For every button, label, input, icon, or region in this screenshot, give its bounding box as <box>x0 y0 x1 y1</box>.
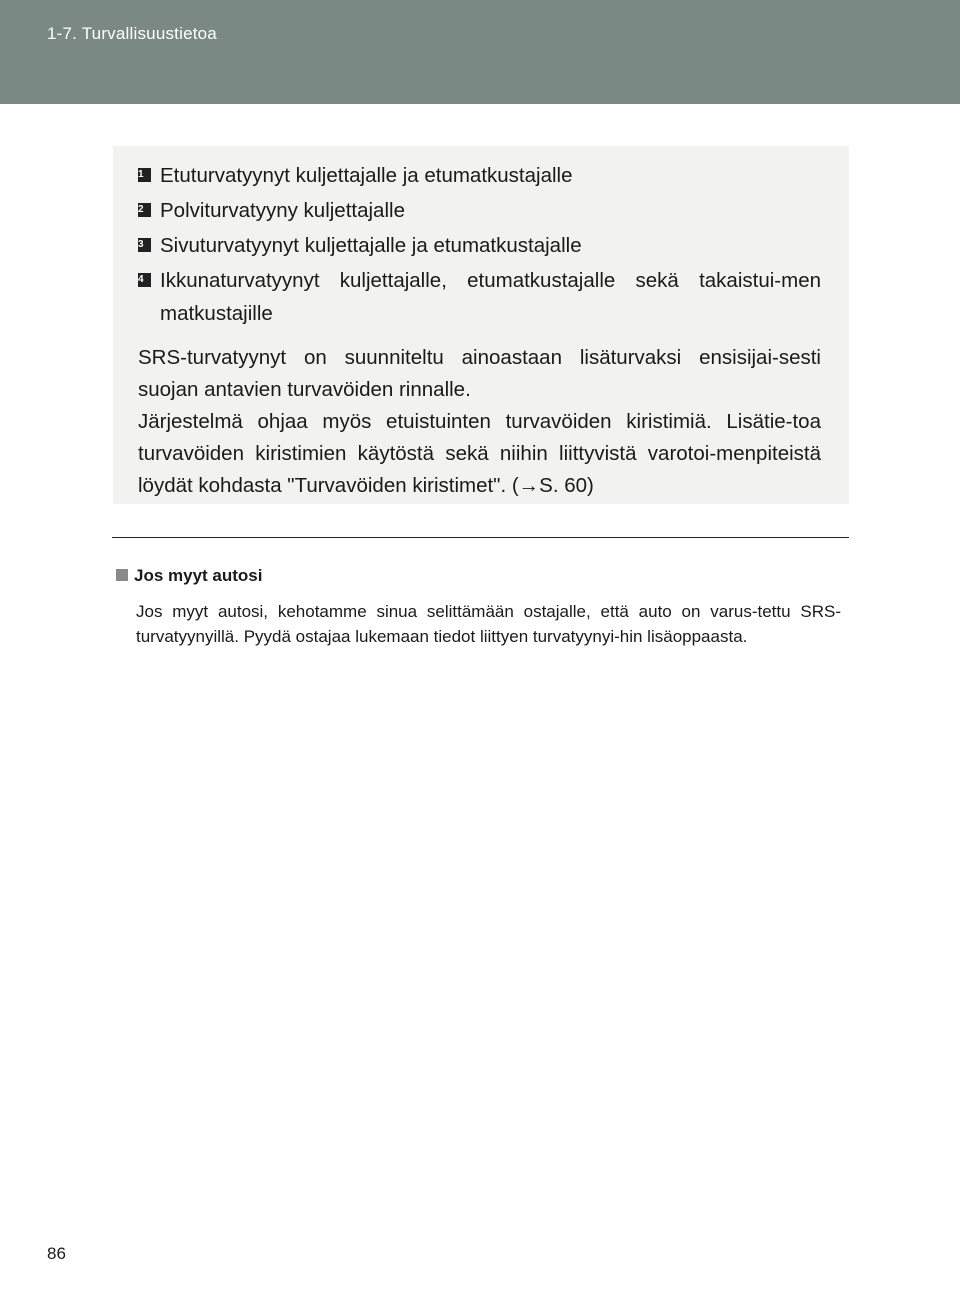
callout-number-icon: 4 <box>138 273 151 287</box>
callout-item-3 <box>138 229 821 262</box>
info-paragraph-2: Järjestelmä ohjaa myös etuistuinten turvavöiden kiristimiä. Lisätie-toa turvavöiden kiristimien käytöstä sekä niihin liittyvistä varotoi-menpiteistä löydät kohdasta "Turvavöiden kiristimet". (→S. 60) <box>138 410 821 497</box>
note-heading <box>116 565 263 587</box>
callout-number-icon: 3 <box>138 238 151 252</box>
callout-text: Ikkunaturvatyynyt kuljettajalle, etumatkustajalle sekä takaistui-men matkustajille <box>160 269 821 325</box>
section-divider <box>112 537 849 538</box>
note-body: Jos myyt autosi, kehotamme sinua selittämään ostajalle, että auto on varus-tettu SRS-turvatyynyillä. Pyydä ostajaa lukemaan tiedot liittyen turvatyynyi-hin lisäoppaasta. <box>136 602 841 646</box>
section-title: 1-7. Turvallisuustietoa <box>47 24 217 43</box>
callout-text: Etuturvatyynyt kuljettajalle ja etumatkustajalle <box>160 164 573 187</box>
header-band <box>0 0 960 104</box>
callout-text: Polviturvatyyny kuljettajalle <box>160 199 405 222</box>
airbag-info-box <box>113 146 849 504</box>
square-bullet-icon <box>116 569 128 581</box>
note-title-text: Jos myyt autosi <box>134 566 263 585</box>
info-paragraph-1: SRS-turvatyynyt on suunniteltu ainoastaan lisäturvaksi ensisijai-sesti suojan antavien turvavöiden rinnalle. <box>138 346 821 401</box>
callout-number-icon: 2 <box>138 203 151 217</box>
callout-item-2 <box>138 194 821 227</box>
callout-item-4 <box>138 264 821 330</box>
callout-number-icon: 1 <box>138 168 151 182</box>
callout-item-1 <box>138 159 821 192</box>
callout-text: Sivuturvatyynyt kuljettajalle ja etumatkustajalle <box>160 234 582 257</box>
page-number: 86 <box>47 1244 66 1263</box>
